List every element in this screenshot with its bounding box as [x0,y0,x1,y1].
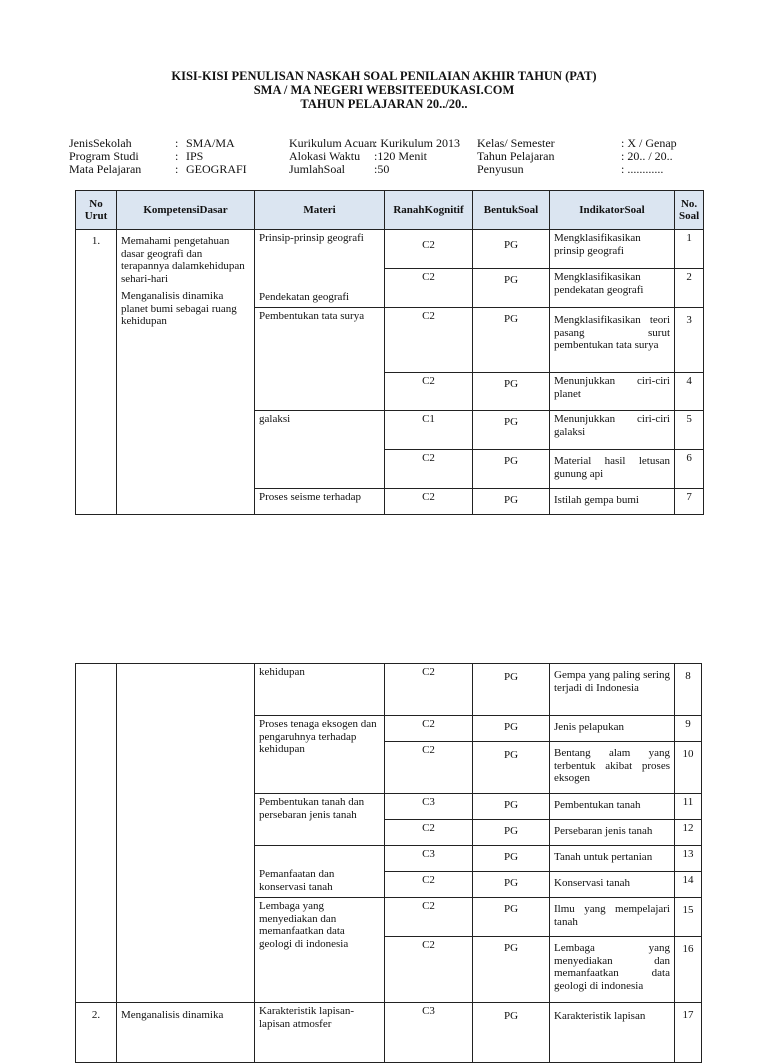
cell-bentuk: PG [473,898,550,937]
table-row [76,230,704,269]
cell-ranah: C2 [385,450,473,489]
cell-bentuk: PG [473,742,550,794]
meta-label-penyusun: Penyusun [477,162,524,176]
cell-indikator: Mengklasifikasikan teori pasang surut pembentukan tata surya [550,308,675,373]
cell-indikator: Mengklasifikasikan pendekatan geografi [550,269,675,308]
cell-no-soal: 16 [675,937,702,1003]
cell-bentuk: PG [473,269,550,308]
header-indikator-soal: IndikatorSoal [550,191,675,230]
cell-indikator: Mengklasifikasikan prinsip geografi [550,230,675,269]
cell-materi: kehidupan [255,664,385,716]
meta-value-tahun-pelajaran: : 20.. / 20.. [621,149,673,163]
header-materi: Materi [255,191,385,230]
meta-label-alokasi-waktu: Alokasi Waktu [289,149,361,163]
cell-no-soal: 1 [675,230,704,269]
header-kompetensi-dasar: KompetensiDasar [117,191,255,230]
cell-no-soal: 15 [675,898,702,937]
cell-ranah: C2 [385,872,473,898]
document-title-line1: KISI-KISI PENULISAN NASKAH SOAL PENILAIAN AKHIR TAHUN (PAT) [171,69,597,83]
cell-indikator: Jenis pelapukan [550,716,675,742]
cell-no-urut [76,664,117,1003]
cell-materi: Pemanfaatan dan konservasi tanah [255,846,385,898]
cell-bentuk: PG [473,308,550,373]
cell-indikator: Bentang alam yang terbentuk akibat proses eksogen [550,742,675,794]
cell-ranah: C2 [385,716,473,742]
header-bentuk-soal: BentukSoal [473,191,550,230]
cell-bentuk: PG [473,846,550,872]
cell-indikator: Tanah untuk pertanian [550,846,675,872]
cell-indikator: Gempa yang paling sering terjadi di Indonesia [550,664,675,716]
cell-no-soal: 17 [675,1003,702,1063]
table-header-row [76,191,704,230]
cell-ranah: C2 [385,269,473,308]
cell-indikator: Menunjukkan ciri-ciri galaksi [550,411,675,450]
kd-text-2: Menganalisis dinamika planet bumi sebagai ruang kehidupan [121,290,237,327]
cell-indikator: Ilmu yang mempelajari tanah [550,898,675,937]
meta-sep: : [175,149,179,163]
cell-no-soal: 11 [675,794,702,820]
cell-ranah: C2 [385,937,473,1003]
cell-no-soal: 7 [675,489,704,515]
cell-materi: Proses seisme terhadap [255,489,385,515]
cell-bentuk: PG [473,937,550,1003]
materi-text: Prinsip-prinsip geografi [259,232,364,244]
meta-value-jenis-sekolah: SMA/MA [186,136,235,150]
cell-bentuk: PG [473,230,550,269]
document-title-line2: SMA / MA NEGERI WEBSITEEDUKASI.COM [253,83,515,97]
materi-text: Pendekatan geografi [259,290,350,303]
cell-bentuk: PG [473,373,550,411]
meta-label-program-studi: Program Studi [69,149,139,163]
meta-value-jumlah-soal: :50 [374,162,390,176]
cell-ranah: C3 [385,846,473,872]
meta-value-kelas: : X / Genap [621,136,677,150]
meta-label-jenis-sekolah: JenisSekolah [69,136,132,150]
meta-value-alokasi-waktu: :120 Menit [374,149,427,163]
cell-no-soal: 5 [675,411,704,450]
cell-ranah: C2 [385,373,473,411]
header-ranah-kognitif: RanahKognitif [385,191,473,230]
table-row [76,664,702,716]
meta-value-penyusun: : ............ [621,162,664,176]
cell-ranah: C3 [385,1003,473,1063]
cell-materi: galaksi [255,411,385,489]
document-title-line3: TAHUN PELAJARAN 20../20.. [300,97,468,111]
meta-label-tahun-pelajaran: Tahun Pelajaran [477,149,555,163]
meta-value-program-studi: IPS [186,149,204,163]
cell-no-soal: 4 [675,373,704,411]
cell-no-soal: 8 [675,664,702,716]
cell-bentuk: PG [473,794,550,820]
cell-ranah: C2 [385,308,473,373]
meta-sep: : [175,162,179,176]
meta-value-mata-pelajaran: GEOGRAFI [186,162,247,176]
cell-ranah: C2 [385,898,473,937]
cell-materi: Lembaga yang menyediakan dan memanfaatkan data geologi di indonesia [255,898,385,1003]
cell-ranah: C2 [385,664,473,716]
cell-indikator: Karakteristik lapisan [550,1003,675,1063]
cell-bentuk: PG [473,411,550,450]
cell-bentuk: PG [473,820,550,846]
table-row [76,1003,702,1063]
cell-ranah: C2 [385,489,473,515]
cell-no-soal: 2 [675,269,704,308]
cell-ranah: C2 [385,820,473,846]
cell-indikator: Persebaran jenis tanah [550,820,675,846]
cell-no-soal: 3 [675,308,704,373]
cell-bentuk: PG [473,716,550,742]
cell-kompetensi-dasar [117,664,255,1003]
header-no-urut: No Urut [76,191,117,230]
cell-no-soal: 14 [675,872,702,898]
cell-materi: Pembentukan tata surya [255,308,385,411]
kisi-kisi-table-page1 [75,190,704,515]
cell-no-soal: 9 [675,716,702,742]
meta-label-kelas: Kelas/ Semester [477,136,555,150]
cell-ranah: C3 [385,794,473,820]
cell-indikator: Pembentukan tanah [550,794,675,820]
meta-label-mata-pelajaran: Mata Pelajaran [69,162,142,176]
cell-bentuk: PG [473,489,550,515]
cell-no-urut: 1. [76,230,117,515]
cell-indikator: Istilah gempa bumi [550,489,675,515]
meta-sep: : [175,136,179,150]
cell-materi [255,230,385,308]
header-no-soal: No. Soal [675,191,704,230]
meta-value-kurikulum: : Kurikulum 2013 [374,136,460,150]
cell-materi: Proses tenaga eksogen dan pengaruhnya terhadap kehidupan [255,716,385,794]
cell-indikator: Material hasil letusan gunung api [550,450,675,489]
cell-kompetensi-dasar [117,230,255,515]
cell-kompetensi-dasar: Menganalisis dinamika [117,1003,255,1063]
cell-ranah: C1 [385,411,473,450]
cell-indikator: Konservasi tanah [550,872,675,898]
cell-ranah: C2 [385,742,473,794]
meta-label-kurikulum: Kurikulum Acuan [289,136,376,150]
cell-indikator: Lembaga yang menyediakan dan memanfaatkan data geologi di indonesia [550,937,675,1003]
cell-no-soal: 13 [675,846,702,872]
cell-no-soal: 10 [675,742,702,794]
cell-no-soal: 6 [675,450,704,489]
cell-materi: Pembentukan tanah dan persebaran jenis tanah [255,794,385,846]
kisi-kisi-table-page2 [75,663,702,1063]
kd-text-1: Memahami pengetahuan dasar geografi dan terapannya dalamkehidupan sehari-hari [121,235,245,285]
cell-bentuk: PG [473,1003,550,1063]
cell-no-soal: 12 [675,820,702,846]
cell-materi: Karakteristik lapisan-lapisan atmosfer [255,1003,385,1063]
cell-indikator: Menunjukkan ciri-ciri planet [550,373,675,411]
meta-label-jumlah-soal: JumlahSoal [289,162,345,176]
cell-bentuk: PG [473,450,550,489]
cell-ranah: C2 [385,230,473,269]
cell-bentuk: PG [473,872,550,898]
cell-no-urut: 2. [76,1003,117,1063]
cell-bentuk: PG [473,664,550,716]
